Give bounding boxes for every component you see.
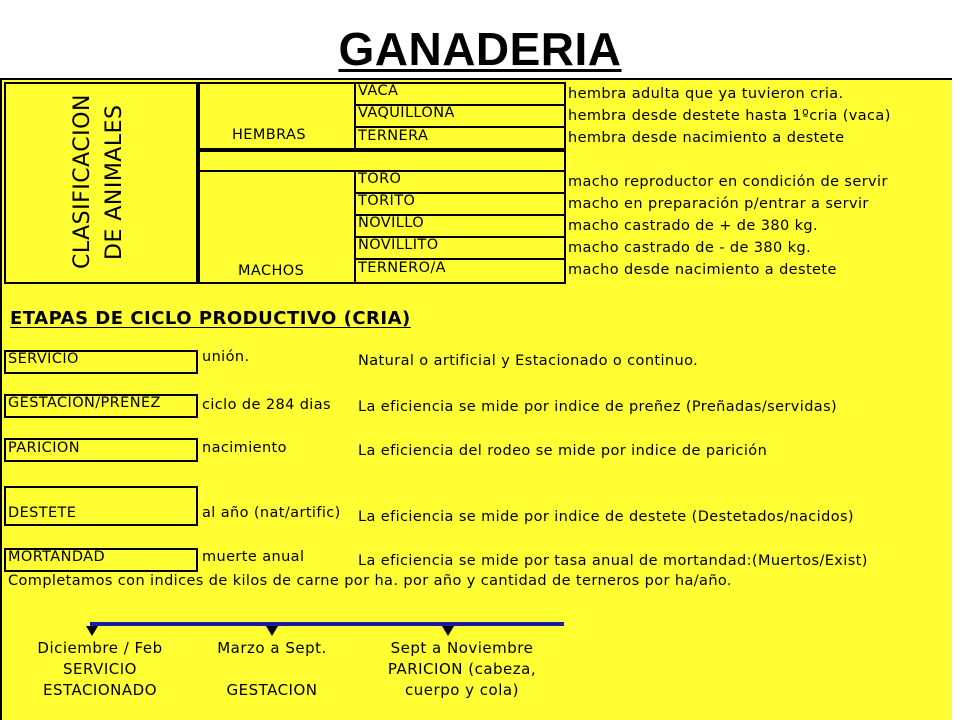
content-panel	[0, 78, 952, 720]
hembras-label: HEMBRAS	[232, 127, 306, 143]
stage-name: MORTANDAD	[8, 549, 106, 565]
clasificacion-label-line1: CLASIFICACION	[70, 94, 95, 270]
hembras-item-name: VACA	[358, 83, 399, 99]
timeline-label: Diciembre / Feb SERVICIO ESTACIONADO	[37, 639, 163, 699]
clasificacion-label-line2: DE ANIMALES	[102, 104, 127, 260]
stage-name: SERVICIO	[8, 351, 79, 367]
hembras-item-desc: hembra desde nacimiento a destete	[568, 130, 845, 146]
stage-detail: muerte anual	[202, 549, 305, 565]
stage-efficiency: La eficiencia se mide por indice de destete (Destetados/nacidos)	[358, 509, 854, 525]
machos-item-name: NOVILLO	[358, 215, 425, 231]
timeline-tick-3	[442, 626, 454, 636]
machos-item-name: NOVILLITO	[358, 237, 439, 253]
stage-name: PARICION	[8, 440, 80, 456]
stage-detail: al año (nat/artific)	[202, 505, 341, 521]
machos-item-desc: macho castrado de + de 380 kg.	[568, 218, 819, 234]
machos-item-desc: macho reproductor en condición de servir	[568, 174, 888, 190]
stage-detail: nacimiento	[202, 440, 287, 456]
stage-efficiency: La eficiencia se mide por indice de preñez (Preñadas/servidas)	[358, 399, 838, 415]
timeline-label: Sept a Noviembre PARICION (cabeza, cuerpo y cola)	[387, 639, 537, 699]
timeline-line	[90, 622, 564, 626]
timeline-tick-2	[266, 626, 278, 636]
machos-item-name: TORITO	[358, 193, 416, 209]
etapas-heading: ETAPAS DE CICLO PRODUCTIVO (CRIA)	[10, 308, 411, 329]
page-title: GANADERIA	[338, 23, 622, 75]
stage-detail: ciclo de 284 dias	[202, 397, 331, 413]
timeline-label: Marzo a Sept. GESTACION	[217, 639, 327, 699]
machos-label: MACHOS	[238, 263, 305, 279]
note-text: Completamos con indices de kilos de carne por ha. por año y cantidad de terneros por ha/año.	[8, 573, 732, 589]
stage-efficiency: Natural o artificial y Estacionado o continuo.	[358, 353, 699, 369]
stage-detail: unión.	[202, 349, 250, 365]
hembras-item-name: VAQUILLONA	[358, 105, 455, 121]
stage-efficiency: La eficiencia se mide por tasa anual de mortandad:(Muertos/Exist)	[358, 553, 868, 569]
timeline-tick-1	[86, 626, 98, 636]
hembras-item-desc: hembra desde destete hasta 1ºcria (vaca)	[568, 108, 891, 124]
hembras-item-desc: hembra adulta que ya tuvieron cria.	[568, 86, 844, 102]
stage-efficiency: La eficiencia del rodeo se mide por indice de parición	[358, 443, 768, 459]
hembras-item-name: TERNERA	[358, 128, 429, 144]
stage-name: GESTACION/PREÑEZ	[8, 395, 161, 411]
spacer-row	[198, 150, 566, 172]
machos-item-name: TERNERO/A	[358, 260, 446, 276]
machos-item-name: TORO	[358, 171, 402, 187]
stage-name: DESTETE	[8, 505, 77, 521]
machos-item-desc: macho desde nacimiento a destete	[568, 262, 837, 278]
machos-item-desc: macho castrado de - de 380 kg.	[568, 240, 812, 256]
machos-item-desc: macho en preparación p/entrar a servir	[568, 196, 869, 212]
